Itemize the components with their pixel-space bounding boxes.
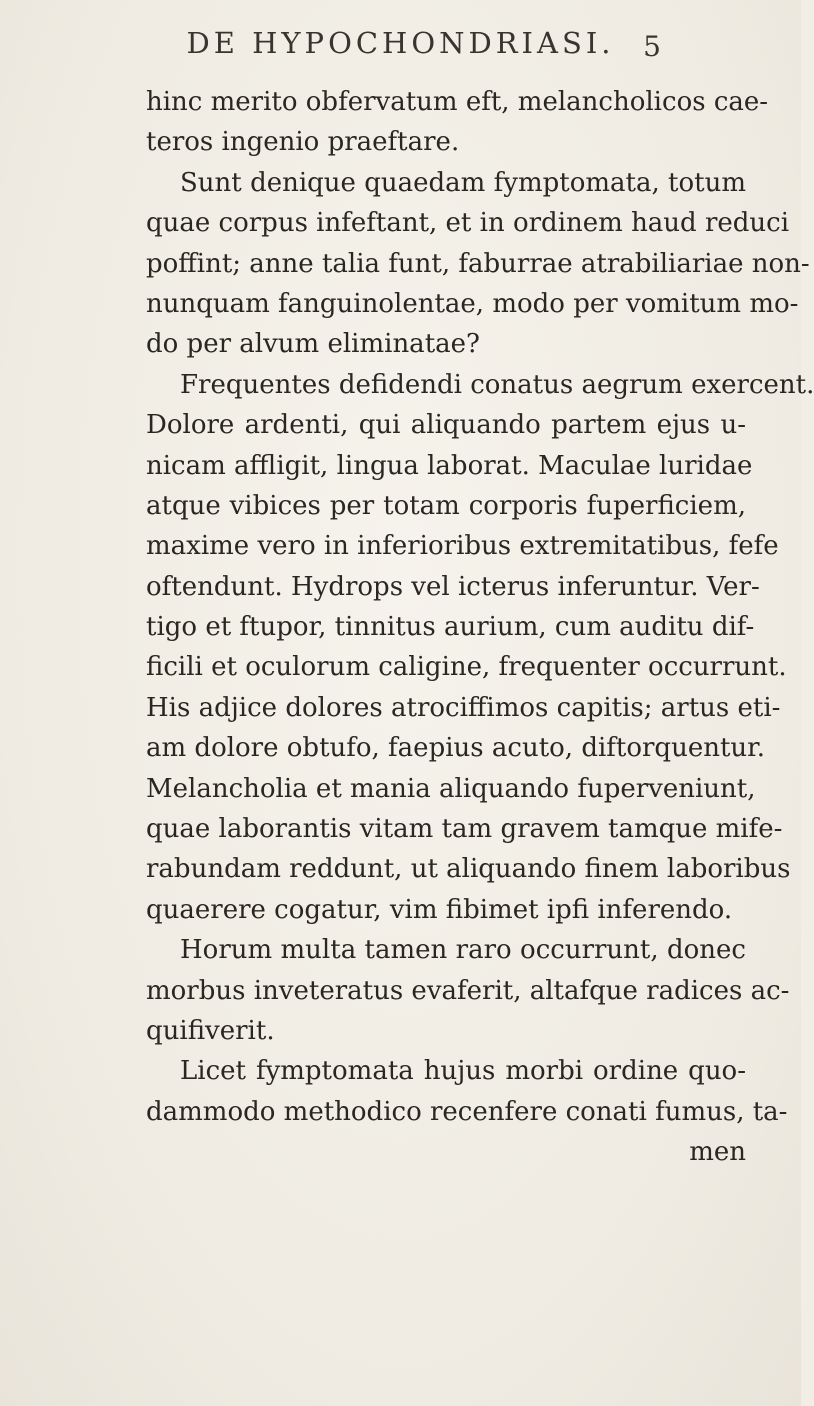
text-line: do per alvum eliminatae? [146, 329, 480, 360]
text-line: His adjice dolores atrociffimos capitis; artus eti- [146, 692, 781, 723]
text-line: nicam affligit, lingua laborat. Maculae luridae [146, 450, 753, 481]
paragraph-start-line: Sunt denique quaedam fymptomata, totum [180, 167, 746, 198]
text-line: teros ingenio praeftare. [146, 127, 460, 158]
paragraph-start-line: Licet fymptomata hujus morbi ordine quo- [180, 1056, 746, 1087]
paragraph-start-line: Horum multa tamen raro occurrunt, donec [180, 935, 746, 966]
text-line: quaerere cogatur, vim fibimet ipfi inferendo. [146, 894, 733, 925]
text-line: Melancholia et mania aliquando fuperveniunt, [146, 773, 756, 804]
page-number: 5 [643, 30, 661, 63]
text-line: hinc merito obfervatum eft, melancholicos cae- [146, 87, 769, 117]
text-line: ficili et oculorum caligine, frequenter occurrunt. [146, 652, 787, 683]
text-line: atque vibices per totam corporis fuperficiem, [146, 490, 746, 521]
catchword: men [689, 1137, 746, 1168]
running-head-title: DE HYPOCHONDRIASI. [186, 26, 615, 60]
text-line: rabundam reddunt, ut aliquando finem laboribus [146, 854, 791, 885]
text-line: maxime vero in inferioribus extremitatibus, fefe [146, 531, 779, 562]
text-line: nunquam fanguinolentae, modo per vomitum mo- [146, 288, 799, 319]
text-line: quae corpus infeftant, et in ordinem haud reduci [146, 208, 790, 239]
text-line: quifiverit. [146, 1015, 275, 1046]
text-line: quae laborantis vitam tam gravem tamque mife- [146, 814, 783, 845]
paragraph-start-line: Frequentes defidendi conatus aegrum exercent. [180, 369, 814, 400]
text-line: am dolore obtufo, faepius acuto, diftorquentur. [146, 733, 765, 764]
text-line: Dolore ardenti, qui aliquando partem ejus u- [146, 410, 746, 441]
text-line: tigo et ftupor, tinnitus aurium, cum auditu dif- [146, 612, 755, 643]
text-line: poffint; anne talia funt, faburrae atrabiliariae non- [146, 248, 810, 279]
running-head [0, 20, 801, 70]
text-line: morbus inveteratus evaferit, altafque radices ac- [146, 975, 790, 1006]
text-line: dammodo methodico recenfere conati fumus, ta- [146, 1096, 788, 1127]
text-line: oftendunt. Hydrops vel icterus inferuntur. Ver- [146, 571, 760, 602]
body-text [146, 82, 814, 1173]
